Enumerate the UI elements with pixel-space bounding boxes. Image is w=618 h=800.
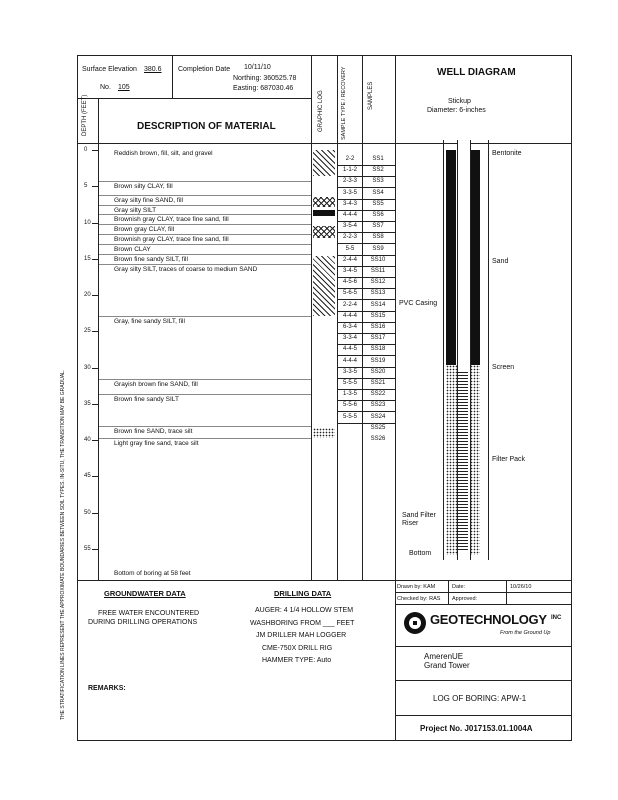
depth-column-label: DEPTH (FEET) — [82, 94, 88, 136]
graphic-log-dark-layer — [313, 210, 335, 216]
sample-id: SS2 — [372, 167, 384, 174]
sample-divider — [337, 423, 395, 424]
sample-id: SS16 — [370, 324, 386, 330]
depth-tick-label: 40 — [84, 437, 91, 443]
checked-by: Checked by: RAS — [397, 596, 441, 602]
sample-divider — [337, 355, 395, 356]
stratum-boundary — [99, 195, 311, 196]
blow-count: 5-5-5 — [342, 413, 357, 420]
blow-count: 4-4-4 — [342, 212, 357, 218]
groundwater-line-2: DURING DRILLING OPERATIONS — [88, 619, 198, 626]
depth-tick-label: 50 — [84, 509, 91, 516]
description-text: Brown fine SAND, trace silt — [114, 428, 193, 435]
depth-tick-label: 5 — [84, 183, 88, 190]
stratum-boundary — [99, 181, 311, 182]
blow-count: 3-4-5 — [342, 268, 357, 274]
stratum-boundary — [99, 205, 311, 206]
date-label: Date: — [452, 584, 466, 590]
depth-tick — [92, 368, 98, 369]
depth-tick-label: 55 — [84, 545, 91, 552]
sample-divider — [337, 243, 395, 244]
blow-count: 1-3-5 — [342, 391, 357, 398]
blow-count: 5-6-5 — [342, 290, 357, 297]
drilling-line-2: WASHBORING FROM ___ FEET — [250, 620, 355, 627]
well-label-riser: Riser — [402, 520, 419, 527]
sample-id: SS5 — [372, 200, 384, 207]
blow-count: 2-4-4 — [342, 256, 357, 263]
blow-count: 4-4-4 — [342, 357, 357, 364]
blow-count: 4-4-5 — [342, 346, 357, 353]
drilling-line-4: CME-750X DRILL RIG — [262, 645, 333, 652]
sheet-no-value: 105 — [118, 84, 130, 91]
northing-value: Northing: 360525.78 — [233, 75, 297, 82]
stratum-boundary — [99, 394, 311, 395]
project-site: Grand Tower — [424, 661, 470, 670]
surface-elev-label: Surface Elevation — [82, 66, 137, 73]
blow-count: 3-4-3 — [342, 200, 357, 207]
blow-count: 4-5-6 — [342, 279, 357, 286]
description-title: DESCRIPTION OF MATERIAL — [137, 121, 276, 132]
sample-divider — [337, 255, 395, 256]
sample-id: SS6 — [372, 212, 384, 218]
stratum-boundary — [99, 234, 311, 235]
surface-elev-value: 380.6 — [144, 66, 162, 73]
description-text: Brown fine sandy SILT — [114, 396, 179, 403]
depth-tick — [92, 513, 98, 514]
well-seal-left — [446, 150, 456, 365]
well-label-sand-filter: Sand Filter — [402, 512, 436, 519]
company-tagline: From the Ground Up — [500, 630, 551, 636]
stratum-boundary — [99, 244, 311, 245]
depth-tick-label: 15 — [84, 255, 91, 262]
description-text: Brown fine sandy SILT, fill — [114, 256, 188, 263]
blow-count: 3-3-5 — [342, 189, 357, 196]
stratum-boundary — [99, 224, 311, 225]
blow-count: 2-2 — [345, 156, 355, 162]
sample-divider — [337, 187, 395, 188]
depth-tick — [92, 150, 98, 151]
description-text: Gray, fine sandy SILT, fill — [114, 318, 185, 325]
sample-id: SS7 — [372, 223, 384, 230]
sample-id: SS17 — [370, 335, 386, 342]
sample-id: SS13 — [370, 290, 386, 297]
depth-tick-label: 35 — [84, 400, 91, 407]
depth-tick-label: 30 — [84, 364, 91, 371]
sample-divider — [337, 333, 395, 334]
depth-tick — [92, 186, 98, 187]
description-text: Gray silty fine SAND, fill — [114, 197, 183, 204]
blow-count: 2-2-3 — [342, 234, 357, 241]
well-seal-right — [470, 150, 480, 365]
sample-divider — [337, 232, 395, 233]
stratum-boundary — [99, 264, 311, 265]
sample-id: SS21 — [370, 380, 386, 386]
stratum-boundary — [99, 254, 311, 255]
blow-count: 6-3-4 — [342, 324, 357, 330]
sample-id: SS19 — [370, 357, 386, 364]
sample-divider — [337, 367, 395, 368]
blow-count: 3-3-5 — [342, 368, 357, 375]
description-text: Grayish brown fine SAND, fill — [114, 381, 198, 388]
sample-id: SS4 — [372, 189, 384, 196]
sample-divider — [337, 378, 395, 379]
sample-divider — [337, 411, 395, 412]
description-text: Brownish gray CLAY, trace fine sand, fill — [114, 216, 229, 223]
sample-id: SS3 — [372, 178, 384, 185]
project-number: Project No. J017153.01.1004A — [420, 724, 533, 733]
blow-count: 3-5-4 — [342, 223, 357, 230]
depth-tick — [92, 331, 98, 332]
well-label-bentonite: Bentonite — [492, 150, 522, 157]
blow-count: 1-1-2 — [342, 167, 357, 174]
sample-divider — [337, 277, 395, 278]
well-label-sand: Sand — [492, 258, 509, 265]
samples-label: SAMPLES — [368, 81, 374, 110]
depth-tick — [92, 404, 98, 405]
blow-count: 4-4-4 — [342, 312, 357, 319]
approved-label: Approved: — [452, 596, 478, 602]
sample-type-label: SAMPLE TYPE / RECOVERY — [341, 66, 347, 140]
stratum-boundary — [99, 214, 311, 215]
sheet-no-label: No. — [100, 84, 111, 91]
depth-tick — [92, 440, 98, 441]
stratum-boundary — [99, 316, 311, 317]
sample-divider — [337, 288, 395, 289]
sample-id: SS11 — [370, 268, 386, 274]
sample-divider — [337, 199, 395, 200]
sample-id: SS22 — [370, 391, 386, 398]
sample-id: SS23 — [370, 402, 386, 409]
sample-divider — [337, 210, 395, 211]
date-value: 10/26/10 — [510, 584, 532, 590]
stratum-boundary — [99, 438, 311, 439]
description-text: Brown gray CLAY, fill — [114, 226, 175, 233]
description-text: Bottom of boring at 58 feet — [114, 570, 191, 577]
graphic-log-silt — [313, 256, 335, 316]
groundwater-title: GROUNDWATER DATA — [104, 589, 186, 598]
blow-count: 2-2-4 — [342, 301, 357, 308]
well-label-filter-pack: Filter Pack — [492, 456, 526, 463]
sample-id: SS26 — [370, 436, 386, 442]
sample-divider — [337, 311, 395, 312]
stickup-label: Stickup — [448, 98, 471, 105]
drilling-line-3: JM DRILLER MAH LOGGER — [256, 632, 347, 639]
groundwater-line-1: FREE WATER ENCOUNTERED — [98, 610, 200, 617]
depth-tick-label: 45 — [84, 473, 91, 480]
graphic-log-fill — [313, 150, 335, 176]
remarks-label: REMARKS: — [88, 685, 126, 692]
graphic-log-label: GRAPHIC LOG — [318, 90, 324, 132]
sample-id: SS15 — [370, 312, 386, 319]
sample-divider — [337, 299, 395, 300]
depth-tick-label: 10 — [84, 219, 91, 226]
project-client: AmerenUE — [424, 652, 464, 661]
well-screen — [458, 370, 468, 550]
company-suffix: INC — [551, 615, 562, 621]
description-text: Light gray fine sand, trace silt — [114, 440, 199, 447]
sample-divider — [337, 266, 395, 267]
sample-divider — [337, 165, 395, 166]
description-text: Brown silty CLAY, fill — [114, 183, 173, 190]
sample-id: SS9 — [372, 245, 384, 252]
description-text: Brown CLAY — [114, 246, 151, 253]
depth-tick — [92, 259, 98, 260]
well-label-pvc: PVC Casing — [399, 300, 438, 307]
blow-count: 3-3-4 — [342, 335, 357, 342]
depth-tick — [92, 476, 98, 477]
drawn-by: Drawn by: KAM — [397, 584, 436, 590]
sample-id: SS10 — [370, 256, 386, 263]
graphic-log-sand — [313, 428, 335, 438]
log-of-boring-title: LOG OF BORING: APW-1 — [433, 694, 527, 703]
sample-divider — [337, 344, 395, 345]
diameter-label: Diameter: 6-inches — [427, 107, 486, 114]
depth-tick — [92, 223, 98, 224]
sample-divider — [337, 221, 395, 222]
description-text: Gray silty SILT — [114, 207, 157, 214]
sample-id: SS24 — [370, 413, 386, 420]
completion-date-value: 10/11/10 — [244, 64, 271, 71]
depth-tick-label: 20 — [84, 292, 91, 298]
sample-id: SS18 — [370, 346, 386, 353]
graphic-log-clay — [313, 197, 335, 207]
depth-tick — [92, 295, 98, 296]
company-name: GEOTECHNOLOGY — [430, 612, 547, 627]
sample-id: SS14 — [370, 301, 386, 308]
stratum-boundary — [99, 379, 311, 380]
well-label-bottom: Bottom — [409, 550, 432, 557]
blow-count: 2-3-3 — [342, 178, 357, 185]
description-text: Gray silty SILT, traces of coarse to medium SAND — [114, 266, 258, 273]
drilling-title: DRILLING DATA — [274, 589, 332, 598]
sample-id: SS1 — [372, 156, 384, 162]
sample-id: SS12 — [370, 279, 386, 286]
sample-divider — [337, 176, 395, 177]
sample-divider — [337, 389, 395, 390]
depth-tick-label: 25 — [84, 328, 91, 335]
completion-date-label: Completion Date — [178, 66, 231, 73]
stratum-boundary — [99, 426, 311, 427]
well-label-screen: Screen — [492, 364, 515, 371]
easting-value: Easting: 687030.46 — [233, 85, 294, 92]
sample-id: SS25 — [370, 424, 386, 431]
sample-divider — [337, 400, 395, 401]
sample-id: SS20 — [370, 368, 386, 375]
well-diagram-title: WELL DIAGRAM — [437, 67, 516, 78]
sample-id: SS8 — [372, 234, 384, 241]
blow-count: 5-5-6 — [342, 402, 357, 409]
depth-tick — [92, 549, 98, 550]
graphic-log-clay-2 — [313, 226, 335, 238]
stratification-note: THE STRATIFICATION LINES REPRESENT THE APPROXIMATE BOUNDARIES BETWEEN SOIL TYPES. IN-SITU, THE TRANSITION MAY BE GRADUAL. — [60, 369, 66, 720]
blow-count: 5-5-5 — [342, 380, 357, 386]
drilling-line-1: AUGER: 4 1/4 HOLLOW STEM — [255, 607, 354, 614]
depth-tick-label: 0 — [84, 147, 88, 153]
company-logo-icon — [404, 612, 426, 634]
sample-divider — [337, 322, 395, 323]
description-text: Reddish brown, fill, silt, and gravel — [114, 150, 213, 157]
description-text: Brownish gray CLAY, trace fine sand, fill — [114, 236, 229, 243]
blow-count: 5-5 — [345, 245, 355, 252]
drilling-line-5: HAMMER TYPE: Auto — [262, 657, 332, 664]
